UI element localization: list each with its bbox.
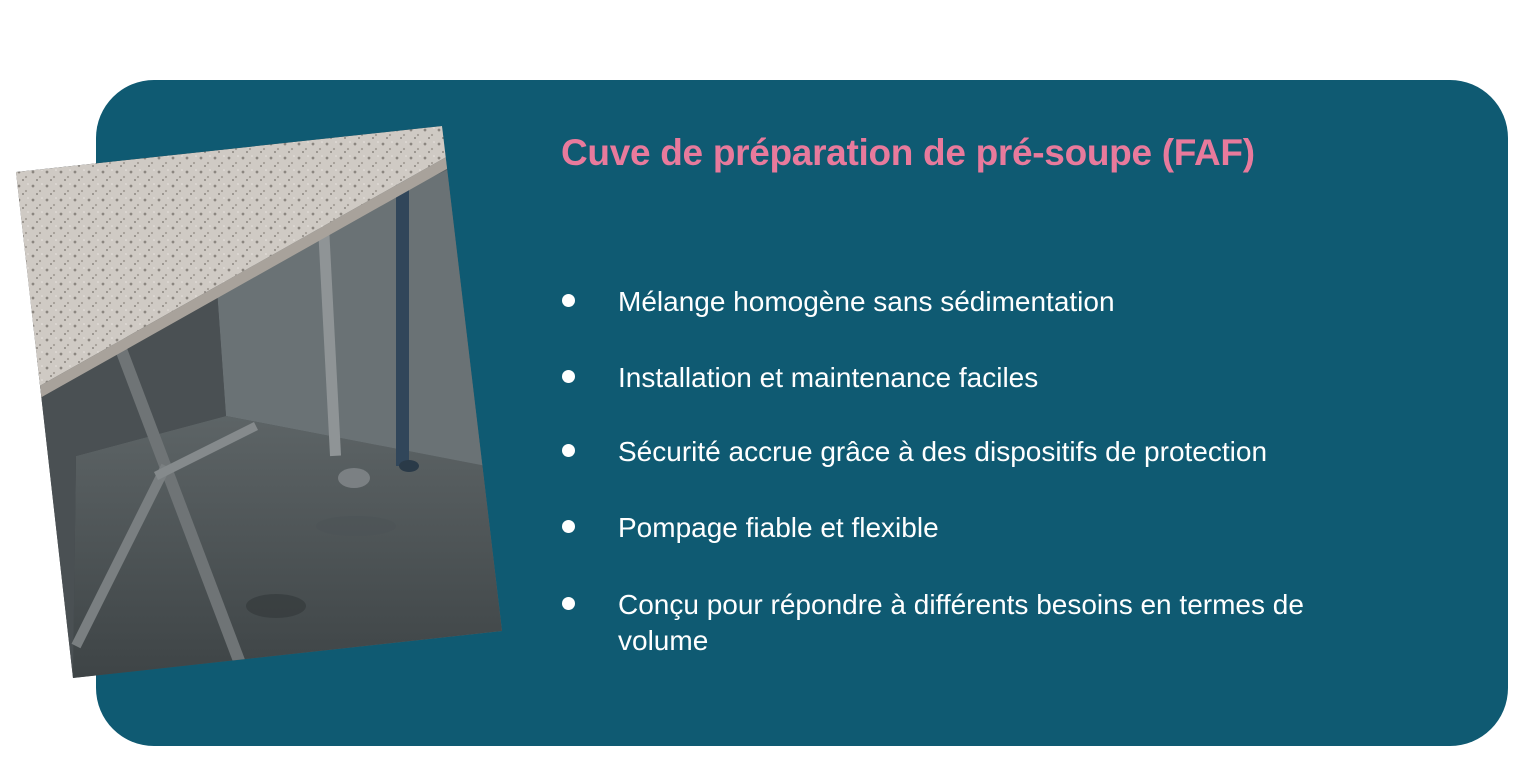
list-item-text: Pompage fiable et flexible <box>618 512 939 543</box>
list-item-text: Conçu pour répondre à différents besoins en termes de volume <box>618 589 1304 656</box>
list-item-text: Mélange homogène sans sédimentation <box>618 286 1115 317</box>
page-title: Cuve de préparation de pré-soupe (FAF) <box>561 132 1255 173</box>
bullet-icon <box>562 294 575 307</box>
tank-interior-photo-icon <box>16 126 502 678</box>
bullet-icon <box>562 520 575 533</box>
bullet-icon <box>562 444 575 457</box>
list-item-text: Sécurité accrue grâce à des dispositifs de protection <box>618 436 1268 467</box>
list-item-text: Installation et maintenance faciles <box>618 362 1039 393</box>
bullet-icon <box>562 597 575 610</box>
bullet-icon <box>562 370 575 383</box>
